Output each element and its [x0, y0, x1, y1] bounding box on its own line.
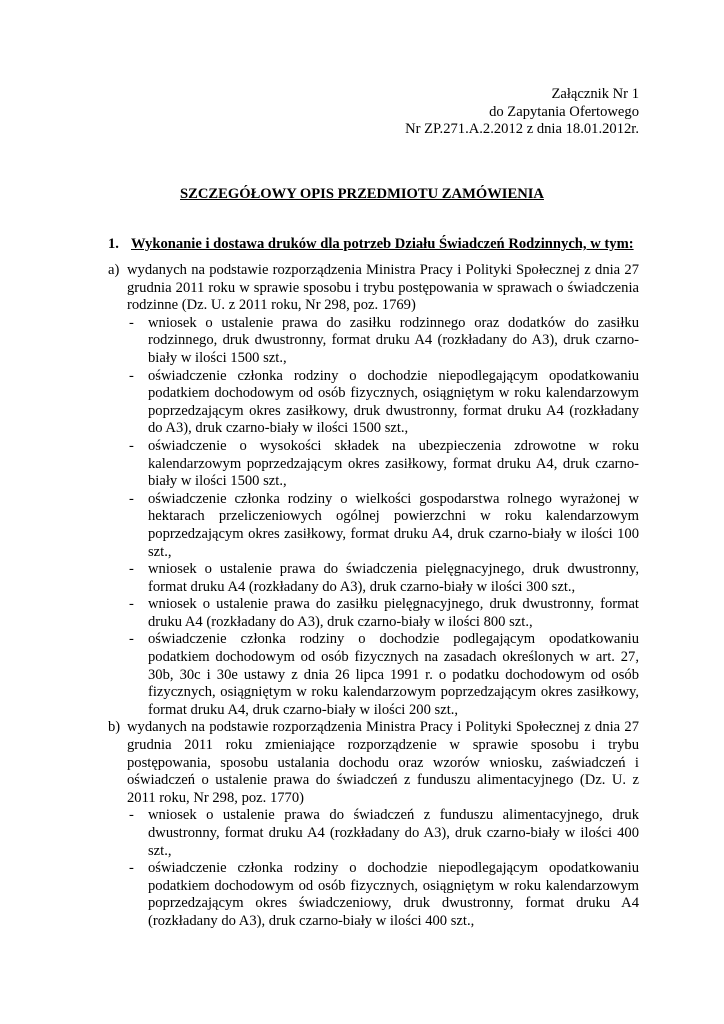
bullet-text: oświadczenie członka rodziny o dochodzie podlegającym opodatkowaniu podatkiem dochodowym od osób fizycznych na zasadach określonych w art. 27, 30b, 30c i 30e ustawy z dnia 26 lipca 1991 r. o podatku dochodowym od osób fizycznych, osiągniętym w roku kalendarzowym poprzedzającym okres zasiłkowy, format druku A4, druk czarno-biały w ilości 200 szt.,	[148, 631, 639, 718]
attachment-reference: do Zapytania Ofertowego	[489, 103, 639, 120]
bullet-list	[127, 807, 639, 930]
list-item	[127, 860, 639, 930]
list-item	[127, 596, 639, 631]
dash-marker: -	[129, 314, 134, 331]
list-item	[127, 438, 639, 491]
item-text: wydanych na podstawie rozporządzenia Ministra Pracy i Polityki Społecznej z dnia 27 grudnia 2011 roku w sprawie sposobu i trybu postępowania w sprawach o świadczenia rodzinne (Dz. U. z 2011 roku, Nr 298, poz. 1769)	[127, 262, 639, 314]
dash-marker: -	[129, 437, 134, 454]
list-item	[127, 631, 639, 719]
dash-marker: -	[129, 561, 134, 578]
list-item	[127, 315, 639, 368]
bullet-text: oświadczenie o wysokości składek na ubezpieczenia zdrowotne w roku kalendarzowym poprzedzającym okres zasiłkowy, format druku A4, druk czarno-biały w ilości 1500 szt.,	[148, 437, 639, 490]
bullet-text: oświadczenie członka rodziny o dochodzie niepodlegającym opodatkowaniu podatkiem dochodowym od osób fizycznych, osiągniętym w roku kalendarzowym poprzedzającym okres świadczeniowy, druk dwustronny, format druku A4 (rozkładany do A3), druk czarno-biały w ilości 400 szt.,	[148, 860, 639, 929]
attachment-number: Załącznik Nr 1	[551, 86, 639, 102]
document-body	[108, 262, 639, 931]
bullet-text: oświadczenie członka rodziny o dochodzie niepodlegającym opodatkowaniu podatkiem dochodowym od osób fizycznych, osiągniętym w roku kalendarzowym poprzedzającym okres zasiłkowy, druk dwustronny, format druku A4 (rozkładany do A3), druk czarno-biały w ilości 1500 szt.,	[148, 367, 639, 437]
dash-marker: -	[129, 860, 134, 877]
dash-marker: -	[129, 631, 134, 648]
section-number: 1.	[108, 236, 119, 252]
list-item	[127, 368, 639, 438]
dash-marker: -	[129, 596, 134, 613]
document-title: SZCZEGÓŁOWY OPIS PRZEDMIOTU ZAMÓWIENIA	[180, 186, 544, 202]
dash-marker: -	[129, 807, 134, 824]
item-marker: a)	[108, 262, 120, 278]
bullet-text: wniosek o ustalenie prawa do zasiłku rodzinnego oraz dodatków do zasiłku rodzinnego, druk dwustronny, format druku A4 (rozkładany do A3), druk czarno-biały w ilości 1500 szt.,	[148, 314, 639, 366]
bullet-text: wniosek o ustalenie prawa do świadczenia pielęgnacyjnego, druk dwustronny, format druku A4 (rozkładany do A3), druk czarno-biały w ilości 300 szt.,	[148, 561, 639, 595]
list-item	[127, 491, 639, 561]
dash-marker: -	[129, 367, 134, 384]
bullet-text: wniosek o ustalenie prawa do świadczeń z funduszu alimentacyjnego, druk dwustronny, format druku A4 (rozkładany do A3), druk czarno-biały w ilości 400 szt.,	[148, 807, 639, 859]
list-item	[127, 807, 639, 860]
attachment-case-number: Nr ZP.271.A.2.2012 z dnia 18.01.2012r.	[405, 121, 639, 138]
bullet-text: wniosek o ustalenie prawa do zasiłku pielęgnacyjnego, druk dwustronny, format druku A4 (rozkładany do A3), druk czarno-biały w ilości 800 szt.,	[148, 596, 639, 630]
list-item-b	[108, 719, 639, 930]
item-marker: b)	[108, 719, 121, 736]
bullet-text: oświadczenie członka rodziny o wielkości gospodarstwa rolnego wyrażonej w hektarach przeliczeniowych ogólnej powierzchni w roku kalendarzowym poprzedzającym okres zasiłkowy, format druku A4, druk czarno-biały w ilości 100 szt.,	[148, 490, 639, 560]
item-text: wydanych na podstawie rozporządzenia Ministra Pracy i Polityki Społecznej z dnia 27 grudnia 2011 roku zmieniające rozporządzenie w sprawie sposobu i trybu postępowania, sposobu ustalania dochodu oraz wzorów wniosku, zaświadczeń i oświadczeń o ustalenie prawa do świadczeń z funduszu alimentacyjnego (Dz. U. z 2011 roku, Nr 298, poz. 1770)	[127, 719, 639, 806]
list-item	[127, 561, 639, 596]
attachment-header	[405, 86, 639, 139]
list-item-a	[108, 262, 639, 719]
dash-marker: -	[129, 490, 134, 507]
bullet-list	[127, 315, 639, 720]
section-title: Wykonanie i dostawa druków dla potrzeb Działu Świadczeń Rodzinnych, w tym:	[131, 236, 634, 252]
